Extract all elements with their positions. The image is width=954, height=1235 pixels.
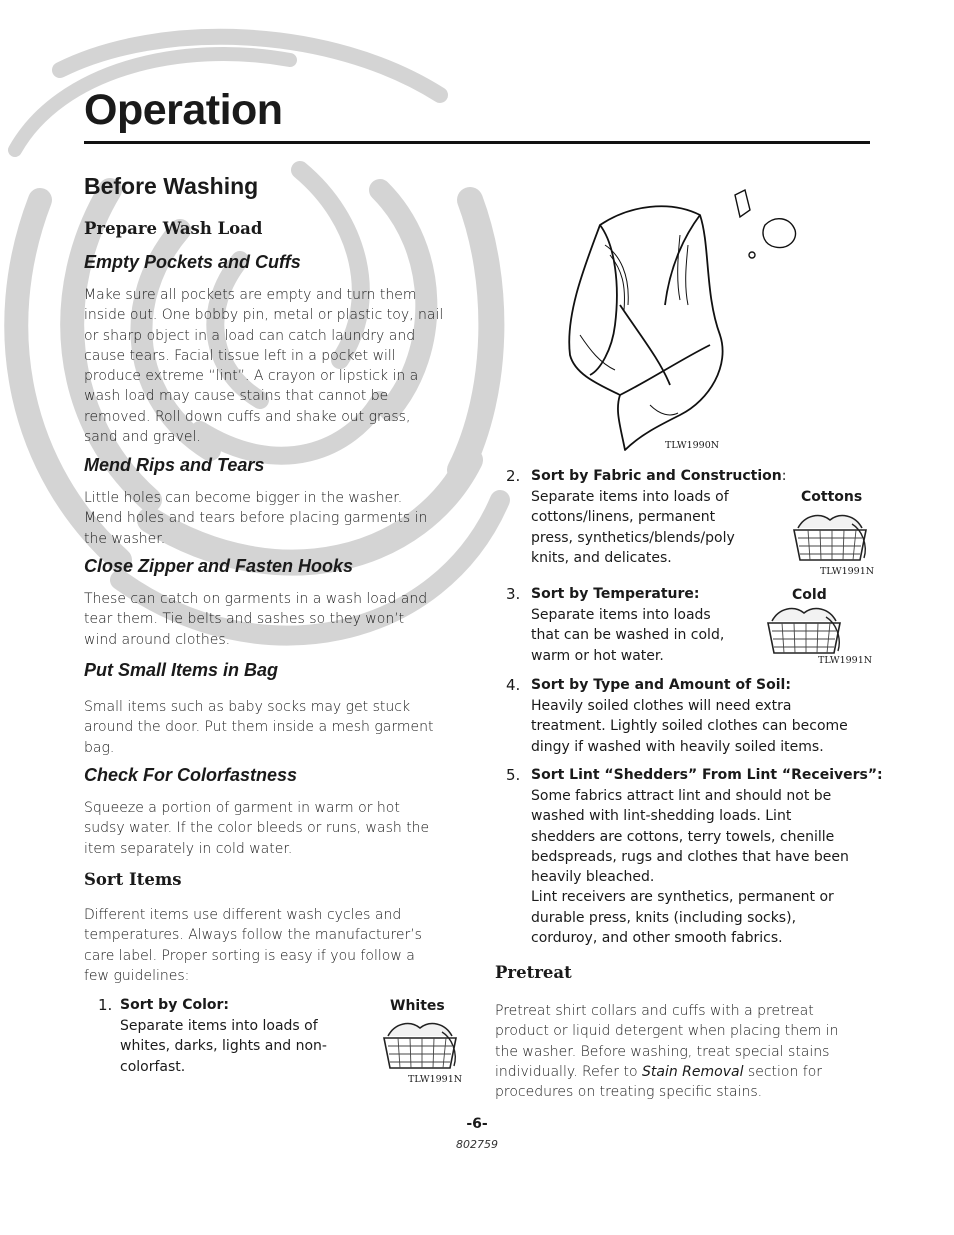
prepare-heading: Prepare Wash Load: [84, 219, 263, 238]
text-line: procedures on treating specific stains.: [495, 1084, 763, 1101]
text-line: care label. Proper sorting is easy if you follow a: [84, 947, 415, 964]
pockets-paragraph: [84, 285, 443, 447]
text-line: corduroy, and other smooth fabrics.: [531, 930, 783, 947]
sort-heading: Sort Items: [84, 870, 182, 889]
text-line: Separate items into loads of: [531, 489, 729, 505]
zipper-heading: Close Zipper and Fasten Hooks: [84, 556, 354, 576]
figure-code: TLW1991N: [818, 655, 873, 666]
mend-paragraph: [84, 488, 427, 549]
text-line: Heavily soiled clothes will need extra: [531, 698, 792, 714]
text-line: Little holes can become bigger in the washer.: [84, 490, 403, 506]
mend-heading: Mend Rips and Tears: [84, 455, 265, 475]
colorfast-paragraph: [84, 798, 429, 859]
text-line: warm or hot water.: [531, 647, 664, 664]
basket-caption: Whites: [390, 998, 445, 1014]
text-line: Mend holes and tears before placing garments in: [84, 510, 428, 527]
small-items-paragraph: [84, 697, 433, 758]
text-span: section for: [743, 1063, 823, 1080]
figure-code: TLW1990N: [665, 440, 720, 451]
pretreat-heading: Pretreat: [495, 963, 572, 982]
text-line: around the door. Put them inside a mesh garment: [84, 719, 434, 736]
text-line: sand and gravel.: [84, 429, 201, 446]
item-text: [120, 1016, 327, 1077]
laundry-basket-illustration: [790, 510, 870, 564]
pockets-heading: Empty Pockets and Cuffs: [84, 252, 301, 272]
text-line: Separate items into loads: [531, 607, 711, 623]
text-line: produce extreme “lint”. A crayon or lipstick in a: [84, 368, 419, 385]
item-heading-colon: :: [781, 468, 787, 484]
text-line: inside out. One bobby pin, metal or plastic toy, nail: [84, 307, 444, 324]
item-heading: Sort by Fabric and Construction: [531, 468, 782, 484]
text-line: Lint receivers are synthetics, permanent or: [531, 889, 834, 906]
text-line: wash load may cause stains that cannot be: [84, 388, 389, 405]
figure-code: TLW1991N: [820, 566, 875, 577]
item-heading-line: [531, 468, 786, 484]
text-line: Some fabrics attract lint and should not be: [531, 788, 832, 804]
text-line: whites, darks, lights and non-: [120, 1038, 327, 1055]
small-items-heading: Put Small Items in Bag: [84, 660, 279, 680]
text-span: individually. Refer to: [495, 1063, 642, 1080]
text-line: few guidelines:: [84, 967, 190, 984]
text-line: These can catch on garments in a wash load and: [84, 591, 428, 607]
text-line: bedspreads, rugs and clothes that have been: [531, 848, 849, 865]
text-line: durable press, knits (including socks),: [531, 909, 797, 926]
text-line: dingy if washed with heavily soiled items.: [531, 738, 824, 755]
text-line: cottons/linens, permanent: [531, 509, 716, 526]
laundry-basket-illustration: [380, 1018, 460, 1072]
text-line: sudsy water. If the color bleeds or runs, wash the: [84, 820, 430, 837]
text-line: Pretreat shirt collars and cuffs with a pretreat: [495, 1003, 814, 1019]
document-code: 802759: [456, 1138, 498, 1151]
figure-code: TLW1991N: [408, 1074, 463, 1085]
item-number: 4.: [506, 676, 521, 694]
text-line: wind around clothes.: [84, 631, 231, 648]
text-line: [495, 1062, 839, 1082]
basket-caption: Cold: [792, 587, 827, 603]
text-line: item separately in cold water.: [84, 840, 293, 857]
item-text: [531, 696, 848, 757]
laundry-basket-illustration: [764, 603, 844, 657]
item-number: 3.: [506, 585, 521, 603]
item-text: [531, 786, 849, 948]
text-line: press, synthetics/blends/poly: [531, 529, 735, 546]
text-line: that can be washed in cold,: [531, 627, 725, 644]
text-line: bag.: [84, 739, 115, 756]
text-line: Squeeze a portion of garment in warm or hot: [84, 800, 400, 816]
item-number: 5.: [506, 766, 521, 784]
text-line: Make sure all pockets are empty and turn them: [84, 287, 417, 303]
page-title: Operation: [84, 86, 283, 134]
page-number: -6-: [466, 1116, 488, 1132]
stain-removal-reference: Stain Removal: [642, 1063, 744, 1080]
colorfast-heading: Check For Colorfastness: [84, 765, 298, 785]
item-heading: Sort by Temperature:: [531, 586, 700, 602]
text-line: temperatures. Always follow the manufacturer’s: [84, 927, 422, 944]
text-line: tear them. Tie belts and sashes so they won’t: [84, 611, 405, 628]
item-number: 2.: [506, 467, 521, 485]
shirt-illustration: [560, 185, 810, 455]
text-line: cause tears. Facial tissue left in a pocket will: [84, 347, 396, 364]
item-text: [531, 487, 735, 568]
text-line: washed with lint-shedding loads. Lint: [531, 808, 792, 825]
section-heading: Before Washing: [84, 173, 259, 199]
text-line: Small items such as baby socks may get stuck: [84, 699, 411, 715]
text-line: Different items use different wash cycles and: [84, 907, 402, 923]
text-line: knits, and delicates.: [531, 549, 672, 566]
text-line: or sharp object in a load can catch laundry and: [84, 327, 416, 344]
pretreat-paragraph: [495, 1001, 839, 1102]
title-rule: [84, 141, 870, 144]
text-line: removed. Roll down cuffs and shake out grass,: [84, 408, 411, 425]
text-line: product or liquid detergent when placing them in: [495, 1023, 839, 1040]
item-heading: Sort by Color:: [120, 997, 230, 1013]
text-line: Separate items into loads of: [120, 1018, 318, 1034]
item-heading: Sort by Type and Amount of Soil:: [531, 677, 791, 693]
text-line: colorfast.: [120, 1058, 186, 1075]
text-line: shedders are cottons, terry towels, chenille: [531, 828, 835, 845]
sort-paragraph: [84, 905, 422, 986]
text-line: treatment. Lightly soiled clothes can become: [531, 718, 848, 735]
item-number: 1.: [98, 996, 113, 1014]
item-text: [531, 605, 724, 666]
basket-caption: Cottons: [801, 489, 863, 505]
item-heading: Sort Lint “Shedders” From Lint “Receivers”:: [531, 767, 883, 783]
text-line: heavily bleached.: [531, 869, 655, 886]
zipper-paragraph: [84, 589, 427, 650]
text-line: the washer.: [84, 530, 166, 547]
text-line: the washer. Before washing, treat special stains: [495, 1043, 830, 1060]
